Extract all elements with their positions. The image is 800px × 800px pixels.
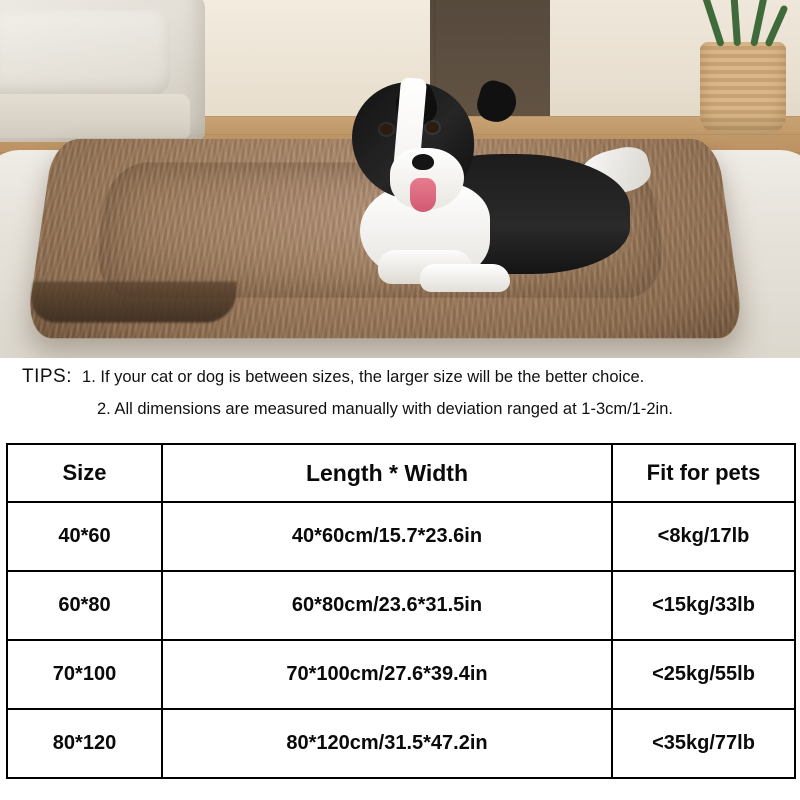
cell-size: 40*60 — [7, 502, 162, 571]
cell-fit: <15kg/33lb — [612, 571, 795, 640]
tips-text-2: 2. All dimensions are measured manually with deviation ranged at 1-3cm/1-2in. — [97, 399, 673, 418]
header-fit-for-pets: Fit for pets — [612, 444, 795, 502]
dog-eye — [380, 124, 393, 135]
cell-dimensions: 40*60cm/15.7*23.6in — [162, 502, 612, 571]
table-row — [7, 571, 795, 640]
cell-dimensions: 80*120cm/31.5*47.2in — [162, 709, 612, 778]
dog-tongue — [410, 178, 436, 212]
cell-fit: <35kg/77lb — [612, 709, 795, 778]
table-header-row — [7, 444, 795, 502]
sofa — [0, 0, 205, 142]
tips-label: TIPS: — [22, 366, 73, 387]
tips-line-2 — [22, 398, 792, 422]
dog-ear — [473, 78, 521, 127]
cell-fit: <25kg/55lb — [612, 640, 795, 709]
header-size: Size — [7, 444, 162, 502]
dog-eye — [426, 122, 439, 133]
tips-section — [0, 358, 800, 440]
tips-text-1: 1. If your cat or dog is between sizes, the larger size will be the better choice. — [82, 368, 645, 386]
dog-nose — [412, 154, 434, 170]
cell-size: 70*100 — [7, 640, 162, 709]
border-collie-dog — [300, 72, 640, 292]
dog-paw — [420, 264, 510, 292]
sofa-seat — [0, 94, 190, 138]
cell-dimensions: 60*80cm/23.6*31.5in — [162, 571, 612, 640]
dog-bed-front-edge — [27, 281, 237, 322]
woven-basket-plant — [700, 42, 786, 134]
cell-fit: <8kg/17lb — [612, 502, 795, 571]
cell-size: 60*80 — [7, 571, 162, 640]
table-row — [7, 640, 795, 709]
header-length-width: Length * Width — [162, 444, 612, 502]
table-row — [7, 709, 795, 778]
product-photo — [0, 0, 800, 358]
cell-size: 80*120 — [7, 709, 162, 778]
tips-line-1 — [22, 366, 792, 390]
cell-dimensions: 70*100cm/27.6*39.4in — [162, 640, 612, 709]
table-row — [7, 502, 795, 571]
sofa-cushion — [0, 10, 170, 96]
size-chart-table — [6, 443, 796, 779]
